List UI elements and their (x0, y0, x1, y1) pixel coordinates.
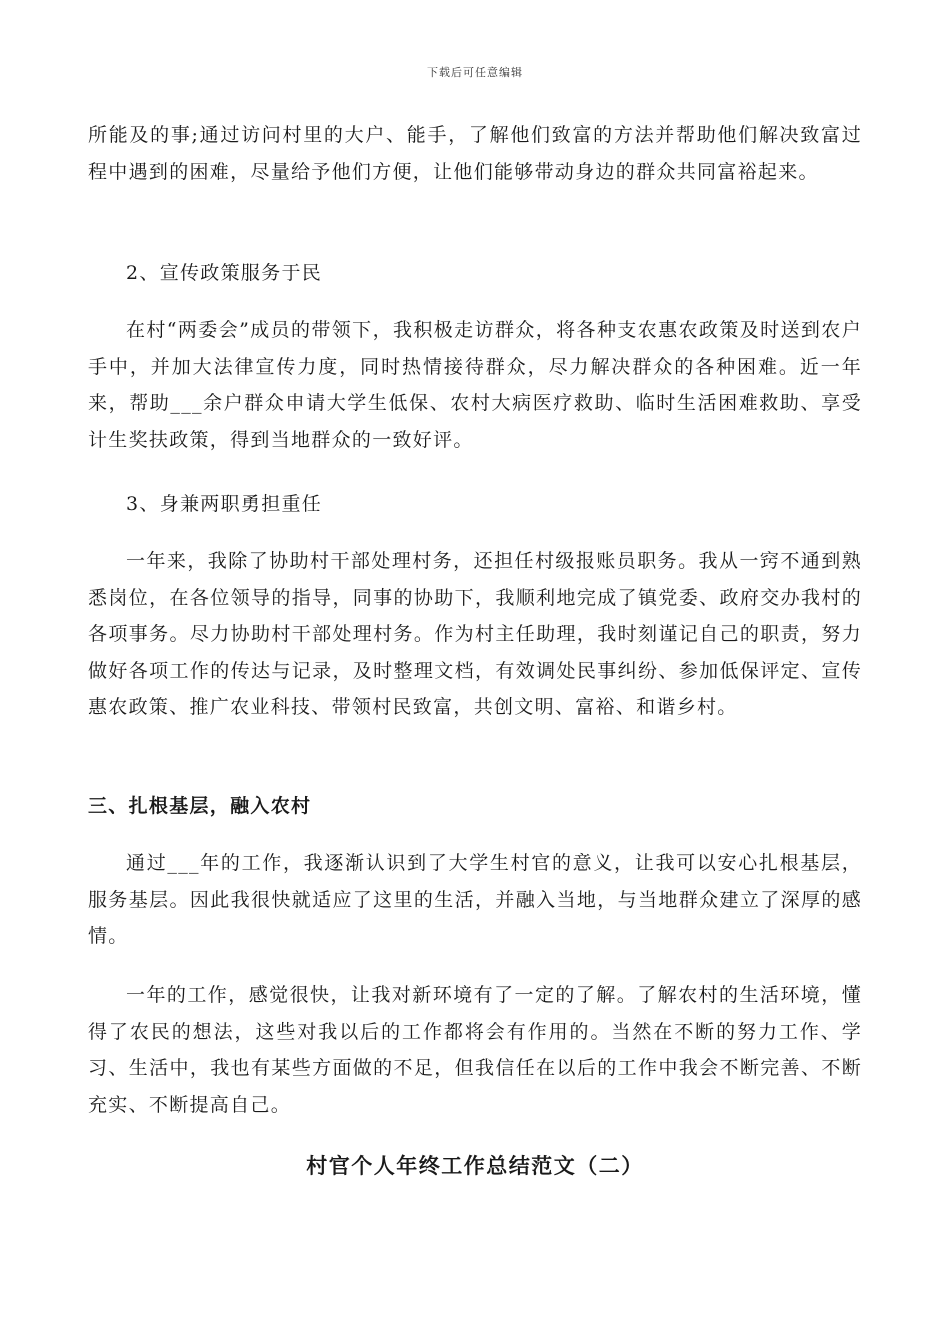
paragraph-5: 一年的工作，感觉很快，让我对新环境有了一定的了解。了解农村的生活环境，懂得了农民的想法，这些对我以后的工作都将会有作用的。当然在不断的努力工作、学习、生活中，我也有某些方面做的不足，但我信任在以后的工作中我会不断完善、不断充实、不断提高自己。 (88, 984, 862, 1116)
next-document-title: 村官个人年终工作总结范文（二） (306, 1153, 644, 1178)
paragraph-continuation: 所能及的事;通过访问村里的大户、能手，了解他们致富的方法并帮助他们解决致富过程中遇到的困难，尽量给予他们方便，让他们能够带动身边的群众共同富裕起来。 (88, 124, 862, 183)
header-note: 下载后可任意编辑 (427, 66, 523, 79)
section-3-heading: 三、扎根基层，融入农村 (88, 795, 312, 817)
subheading-3: 3、身兼两职勇担重任 (126, 493, 323, 515)
subheading-2: 2、宣传政策服务于民 (126, 262, 323, 284)
paragraph-2: 在村“两委会”成员的带领下，我积极走访群众，将各种支农惠农政策及时送到农户手中，并加大法律宣传力度，同时热情接待群众，尽力解决群众的各种困难。近一年来，帮助___余户群众申请大学生低保、农村大病医疗救助、临时生活困难救助、享受计生奖扶政策，得到当地群众的一致好评。 (88, 319, 862, 451)
paragraph-3: 一年来，我除了协助村干部处理村务，还担任村级报账员职务。我从一窍不通到熟悉岗位，在各位领导的指导，同事的协助下，我顺利地完成了镇党委、政府交办我村的各项事务。尽力协助村干部处理村务。作为村主任助理，我时刻谨记自己的职责，努力做好各项工作的传达与记录，及时整理文档，有效调处民事纠纷、参加低保评定、宣传惠农政策、推广农业科技、带领村民致富，共创文明、富裕、和谐乡村。 (88, 550, 862, 718)
paragraph-4: 通过___年的工作，我逐渐认识到了大学生村官的意义，让我可以安心扎根基层，服务基层。因此我很快就适应了这里的生活，并融入当地，与当地群众建立了深厚的感情。 (88, 852, 862, 947)
